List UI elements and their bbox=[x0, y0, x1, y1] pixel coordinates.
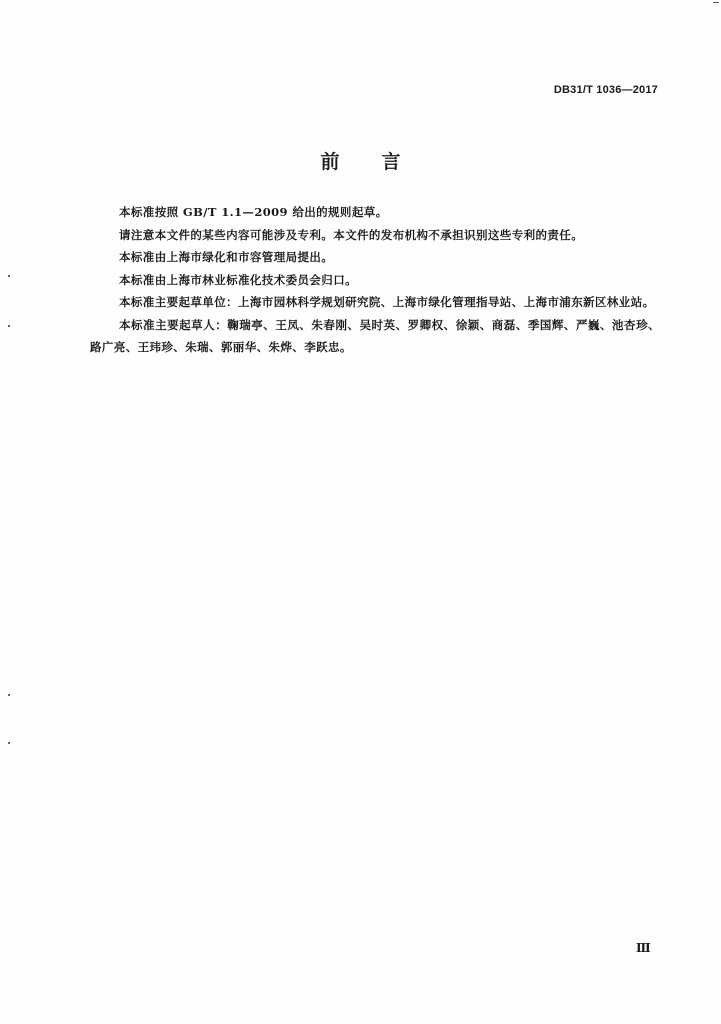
binding-dot bbox=[8, 325, 10, 327]
binding-dot bbox=[8, 742, 10, 744]
paragraph-proposer: 本标准由上海市绿化和市容管理局提出。 bbox=[119, 250, 334, 264]
page-title: 前言 bbox=[320, 151, 443, 173]
page-number: Ⅲ bbox=[636, 941, 651, 955]
standard-number: DB31/T 1036—2017 bbox=[553, 84, 658, 96]
paragraph-drafters: 本标准主要起草人：鞠瑞亭、王凤、朱春刚、吴时英、罗卿权、徐颖、商磊、季国辉、严巍、池杏珍、路广亮、王玮珍、朱瑞、郭丽华、朱烨、李跃忠。 bbox=[90, 317, 660, 354]
paragraph-drafting-rules: 本标准按照 GB/T 1.1—2009 给出的规则起草。 bbox=[119, 205, 388, 219]
foreword-body bbox=[90, 201, 660, 359]
paragraph-patent-notice: 请注意本文件的某些内容可能涉及专利。本文件的发布机构不承担识别这些专利的责任。 bbox=[119, 227, 584, 242]
binding-dot bbox=[8, 275, 10, 277]
paragraph-committee: 本标准由上海市林业标准化技术委员会归口。 bbox=[119, 272, 357, 287]
paragraph-drafting-units: 本标准主要起草单位：上海市园林科学规划研究院、上海市绿化管理指导站、上海市浦东新区林业站。 bbox=[119, 295, 655, 309]
binding-dot bbox=[8, 694, 10, 696]
scan-corner-mark bbox=[713, 2, 719, 6]
